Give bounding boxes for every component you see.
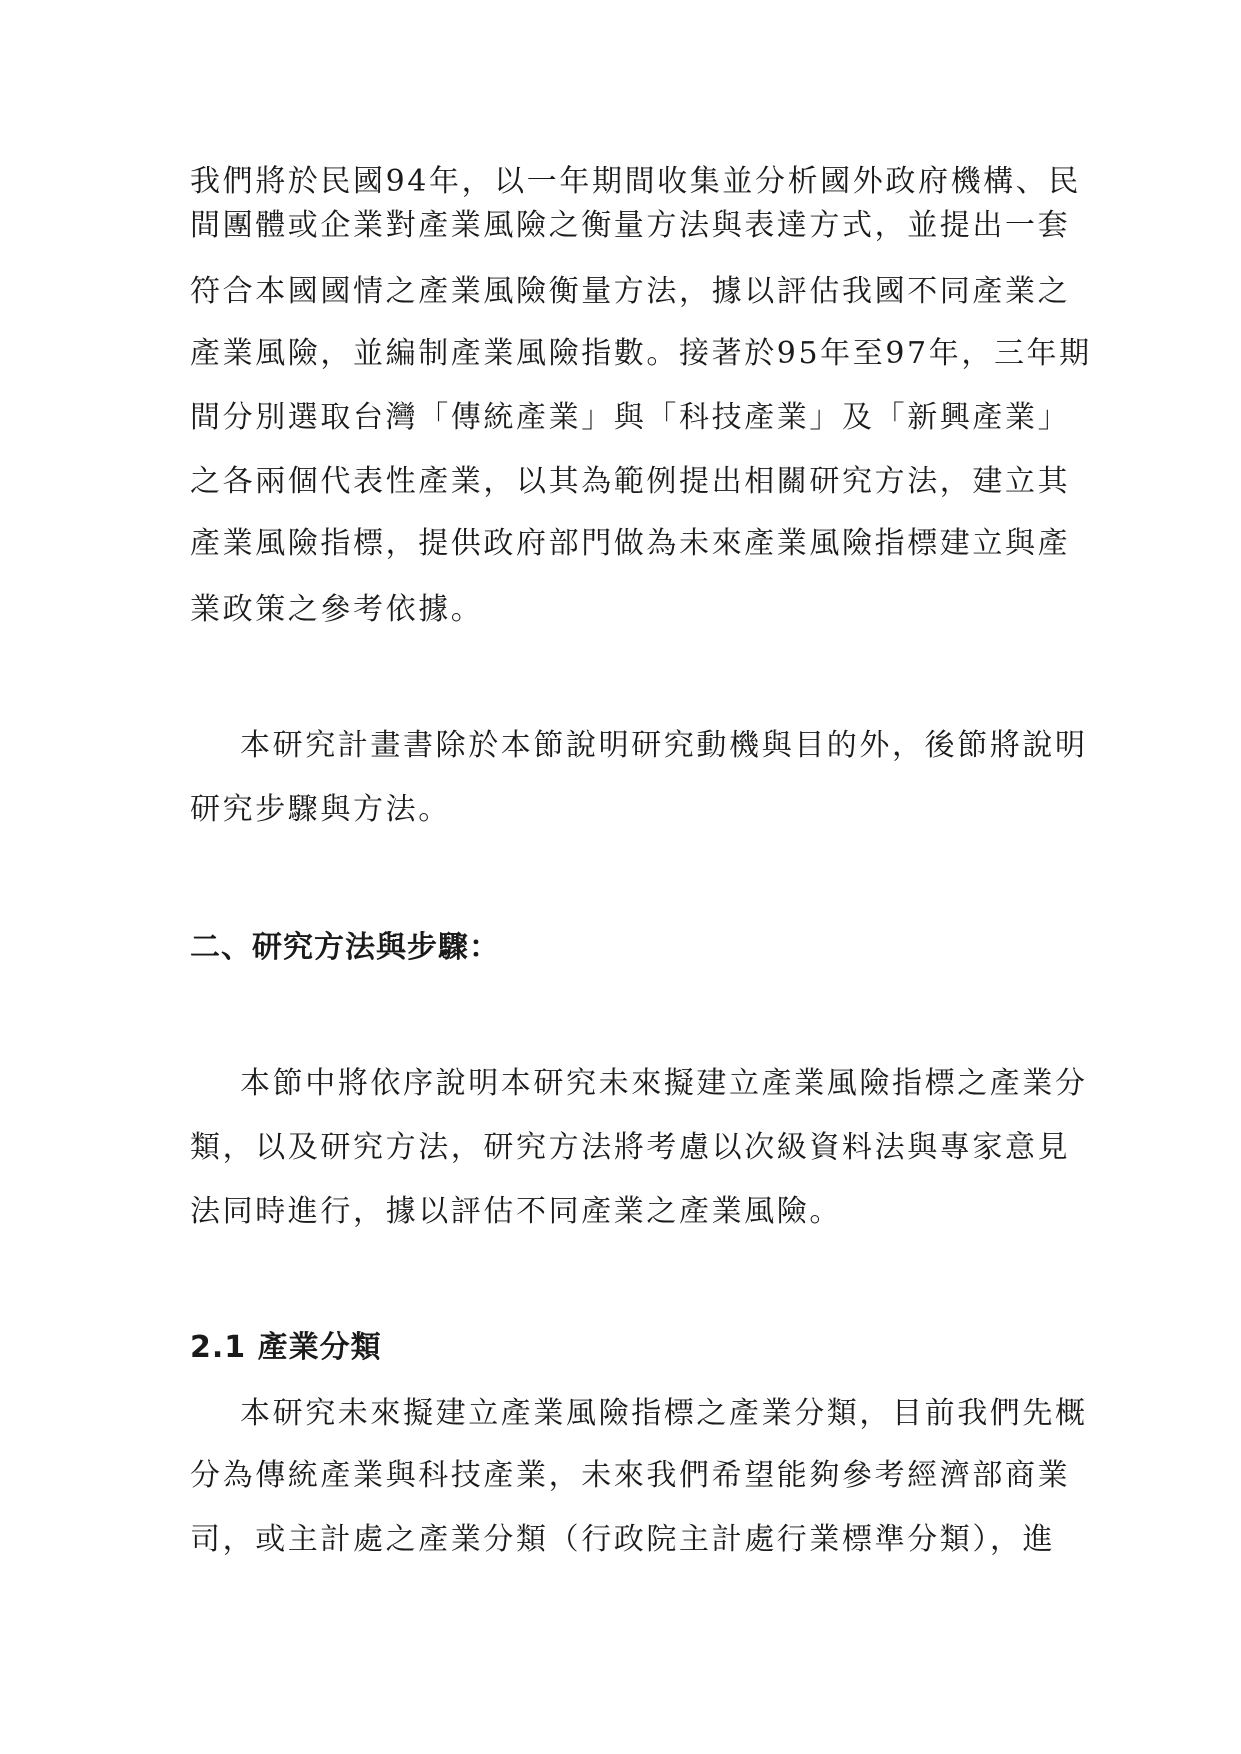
paragraph-line: 研究步驟與方法。: [190, 792, 451, 827]
paragraph-line: 我們將於民國94年，以一年期間收集並分析國外政府機構、民: [190, 164, 1081, 199]
paragraph-line: 符合本國國情之產業風險衡量方法，據以評估我國不同產業之: [190, 274, 1071, 309]
subsection-heading: 2.1 產業分類: [190, 1330, 382, 1365]
paragraph-line: 間分別選取台灣「傳統產業」與「科技產業」及「新興產業」: [190, 400, 1071, 435]
paragraph-line: 司，或主計處之產業分類（行政院主計處行業標準分類），進: [190, 1522, 1056, 1557]
paragraph-line: 間團體或企業對產業風險之衡量方法與表達方式，並提出一套: [190, 208, 1071, 243]
paragraph-line: 法同時進行，據以評估不同產業之產業風險。: [190, 1194, 842, 1229]
paragraph-line: 分為傳統產業與科技產業，未來我們希望能夠參考經濟部商業: [190, 1458, 1071, 1493]
paragraph-line: 本節中將依序說明本研究未來擬建立產業風險指標之產業分: [240, 1066, 1088, 1101]
paragraph-line: 本研究未來擬建立產業風險指標之產業分類，目前我們先概: [240, 1396, 1088, 1431]
paragraph-line: 產業風險，並編制產業風險指數。接著於95年至97年，三年期: [190, 336, 1092, 371]
paragraph-line: 產業風險指標，提供政府部門做為未來產業風險指標建立與產: [190, 526, 1071, 561]
paragraph-line: 類，以及研究方法，研究方法將考慮以次級資料法與專家意見: [190, 1130, 1071, 1165]
paragraph-line: 之各兩個代表性產業，以其為範例提出相關研究方法，建立其: [190, 464, 1071, 499]
section-heading: 二、研究方法與步驟：: [190, 930, 500, 965]
paragraph-line: 本研究計畫書除於本節說明研究動機與目的外，後節將說明: [240, 728, 1088, 763]
paragraph-line: 業政策之參考依據。: [190, 592, 484, 627]
